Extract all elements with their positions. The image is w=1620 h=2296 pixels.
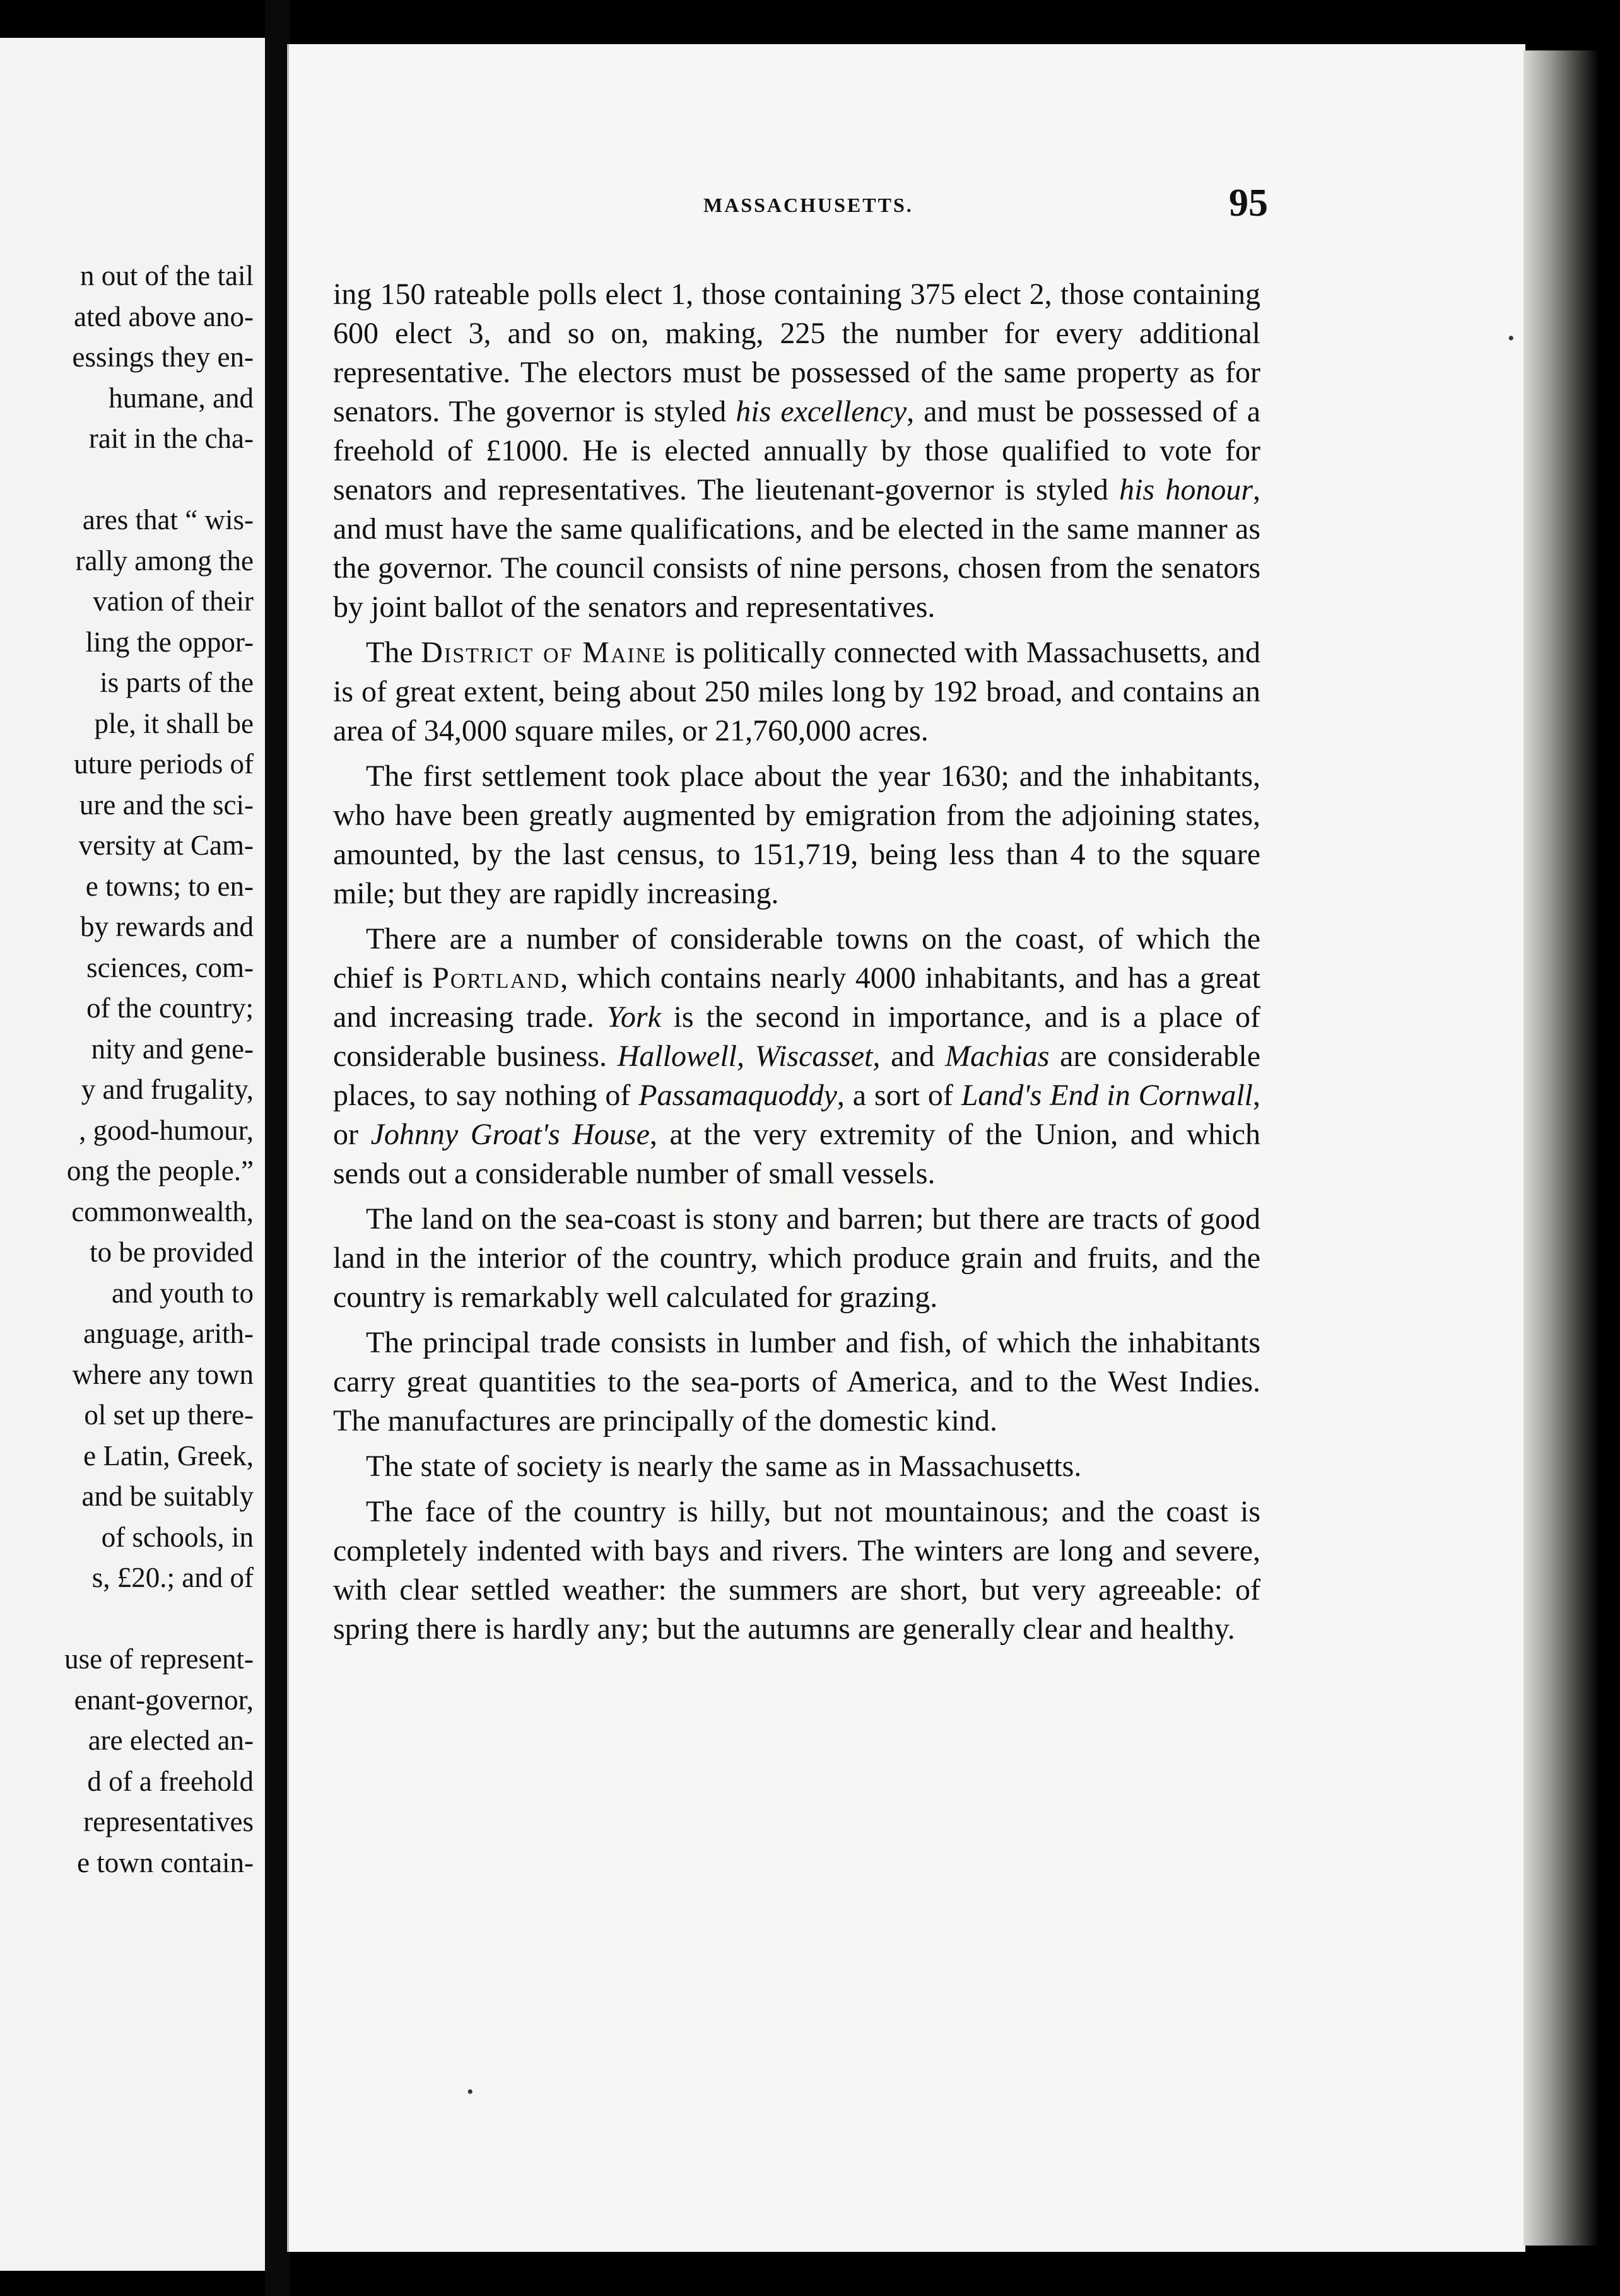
text-run: The state of society is nearly the same as in Massachusetts. — [366, 1450, 1082, 1483]
small-caps-text: District of Maine — [421, 636, 667, 669]
left-page-line: e town contain- — [77, 1846, 254, 1878]
left-page-line: humane, and — [109, 382, 254, 414]
text-run: ing 150 rateable polls elect 1, those containing 375 elect 2, those containing 600 elect 3, and so on, making, 225 the number for every additional representative. The electors must be possessed of the same property as for senators. The governor is styled — [333, 278, 1260, 428]
left-page-line: of schools, in — [101, 1521, 254, 1553]
text-run: , or — [333, 1079, 1260, 1151]
left-page-line: of the country; — [86, 992, 254, 1024]
italic-text: Passamaquoddy — [638, 1079, 837, 1112]
left-page-line: ple, it shall be — [94, 707, 254, 739]
left-page-line: n out of the tail — [80, 260, 254, 291]
text-run: The — [366, 636, 421, 669]
italic-text: Land's End in Cornwall — [961, 1079, 1253, 1112]
left-page-line: ol set up there- — [84, 1399, 254, 1431]
left-page-line: nity and gene- — [91, 1033, 254, 1065]
left-page-line: e towns; to en- — [85, 870, 254, 902]
paragraph — [333, 920, 1260, 1193]
left-page-line: vation of their — [93, 585, 254, 617]
text-run: The principal trade consists in lumber and fish, of which the inhabitants carry great quantities to the sea-ports of America, and to the West Indies. The manufactures are principally of the domestic kind. — [333, 1326, 1260, 1438]
paragraph — [333, 1323, 1260, 1441]
left-page-line: where any town — [72, 1358, 254, 1390]
text-run: , and must be possessed of a freehold of £1000. He is elected annually by those qualified to vote for senators and representatives. The lieutenant-governor is styled — [333, 395, 1261, 507]
text-run: , and must have the same qualifications, and be elected in the same manner as the governor. The council consists of nine persons, chosen from the senators by joint ballot of the senators and representatives. — [333, 473, 1260, 624]
italic-text: his honour — [1119, 473, 1253, 507]
body-text — [333, 275, 1260, 1649]
left-page-line: ure and the sci- — [79, 788, 254, 821]
left-page-line: enant-governor, — [74, 1684, 254, 1716]
running-title: MASSACHUSETTS. — [703, 194, 913, 216]
left-page-line: versity at Cam- — [78, 829, 254, 861]
running-head — [341, 182, 1268, 237]
left-page-line: y and frugality, — [81, 1074, 254, 1105]
left-page-line: are elected an- — [88, 1725, 254, 1756]
previous-page-fragment — [0, 38, 265, 2271]
text-run: , at the very extremity of the Union, and which sends out a considerable number of small vessels. — [333, 1118, 1260, 1190]
italic-text: Hallowell, Wiscasset, — [617, 1040, 881, 1073]
italic-text: Johnny Groat's House — [370, 1118, 650, 1151]
paragraph — [333, 1200, 1260, 1317]
left-page-line: ares that “ wis- — [82, 504, 254, 536]
left-page-line: e Latin, Greek, — [83, 1439, 254, 1472]
text-run: The first settlement took place about the year 1630; and the inhabitants, who have been greatly augmented by emigration from the adjoining states, amounted, by the last census, to 151,719, being less than 4 to the square mile; but they are rapidly increasing. — [333, 759, 1260, 910]
text-run: The land on the sea-coast is stony and barren; but there are tracts of good land in the interior of the country, which produce grain and fruits, and the country is remarkably well calculated for grazing. — [333, 1202, 1260, 1314]
speck-mark: • — [467, 2082, 474, 2102]
left-page-line: , good-humour, — [79, 1114, 254, 1146]
left-page-line: is parts of the — [100, 667, 254, 698]
left-page-line: rally among the — [75, 544, 254, 577]
left-page-line: representatives — [83, 1806, 254, 1837]
left-page-line: rait in the cha- — [88, 423, 254, 454]
left-page-line: and youth to — [112, 1277, 254, 1309]
paragraph — [333, 1447, 1260, 1486]
italic-text: York — [606, 1000, 661, 1034]
left-page-line: and be suitably — [81, 1480, 254, 1512]
text-run: , which contains nearly 4000 inhabitants, and has a great and increasing trade. — [333, 961, 1260, 1034]
left-page-line: s, £20.; and of — [91, 1562, 254, 1593]
left-page-line: to be provided — [90, 1236, 254, 1268]
text-run: There are a number of considerable towns on the coast, of which the chief is — [333, 922, 1260, 995]
page-edge-shadow — [1523, 50, 1599, 2246]
left-page-line: ated above ano- — [74, 300, 254, 332]
left-page-line: ong the people.” — [66, 1155, 254, 1186]
text-run: The face of the country is hilly, but not mountainous; and the coast is completely indented with bays and rivers. The winters are long and severe, with clear settled weather: the summers are short, but very agreeable: of spring there is hardly any; but the autumns are generally clear and healthy. — [333, 1495, 1260, 1646]
left-page-line: anguage, arith- — [83, 1318, 254, 1349]
text-run: and — [880, 1040, 946, 1073]
page-number: 95 — [1229, 182, 1268, 225]
text-run: is politically connected with Massachusetts, and is of great extent, being about 250 miles long by 192 broad, and contains an area of 34,000 square miles, or 21,760,000 acres. — [333, 636, 1261, 747]
left-page-line: uture periods of — [74, 748, 254, 780]
small-caps-text: Portland — [432, 961, 561, 995]
text-run: is the second in importance, and is a place of considerable business. — [333, 1000, 1261, 1073]
paragraph — [333, 1492, 1260, 1649]
speck-mark: • — [1508, 328, 1515, 349]
italic-text: Machias — [945, 1040, 1050, 1073]
left-page-line: d of a freehold — [87, 1765, 254, 1797]
text-run: , a sort of — [836, 1079, 961, 1112]
book-gutter — [265, 0, 290, 2296]
left-page-line: ling the oppor- — [85, 626, 254, 658]
italic-text: his excellency — [736, 395, 907, 428]
left-page-line: essings they en- — [72, 341, 254, 373]
paragraph — [333, 275, 1260, 627]
paragraph — [333, 633, 1260, 751]
paragraph — [333, 757, 1260, 913]
text-run: are considerable places, to say nothing of — [333, 1040, 1260, 1112]
left-page-line: use of represent- — [64, 1643, 254, 1675]
left-page-line: sciences, com- — [86, 951, 254, 983]
left-page-line: by rewards and — [80, 911, 254, 942]
left-page-line: commonwealth, — [71, 1195, 254, 1227]
